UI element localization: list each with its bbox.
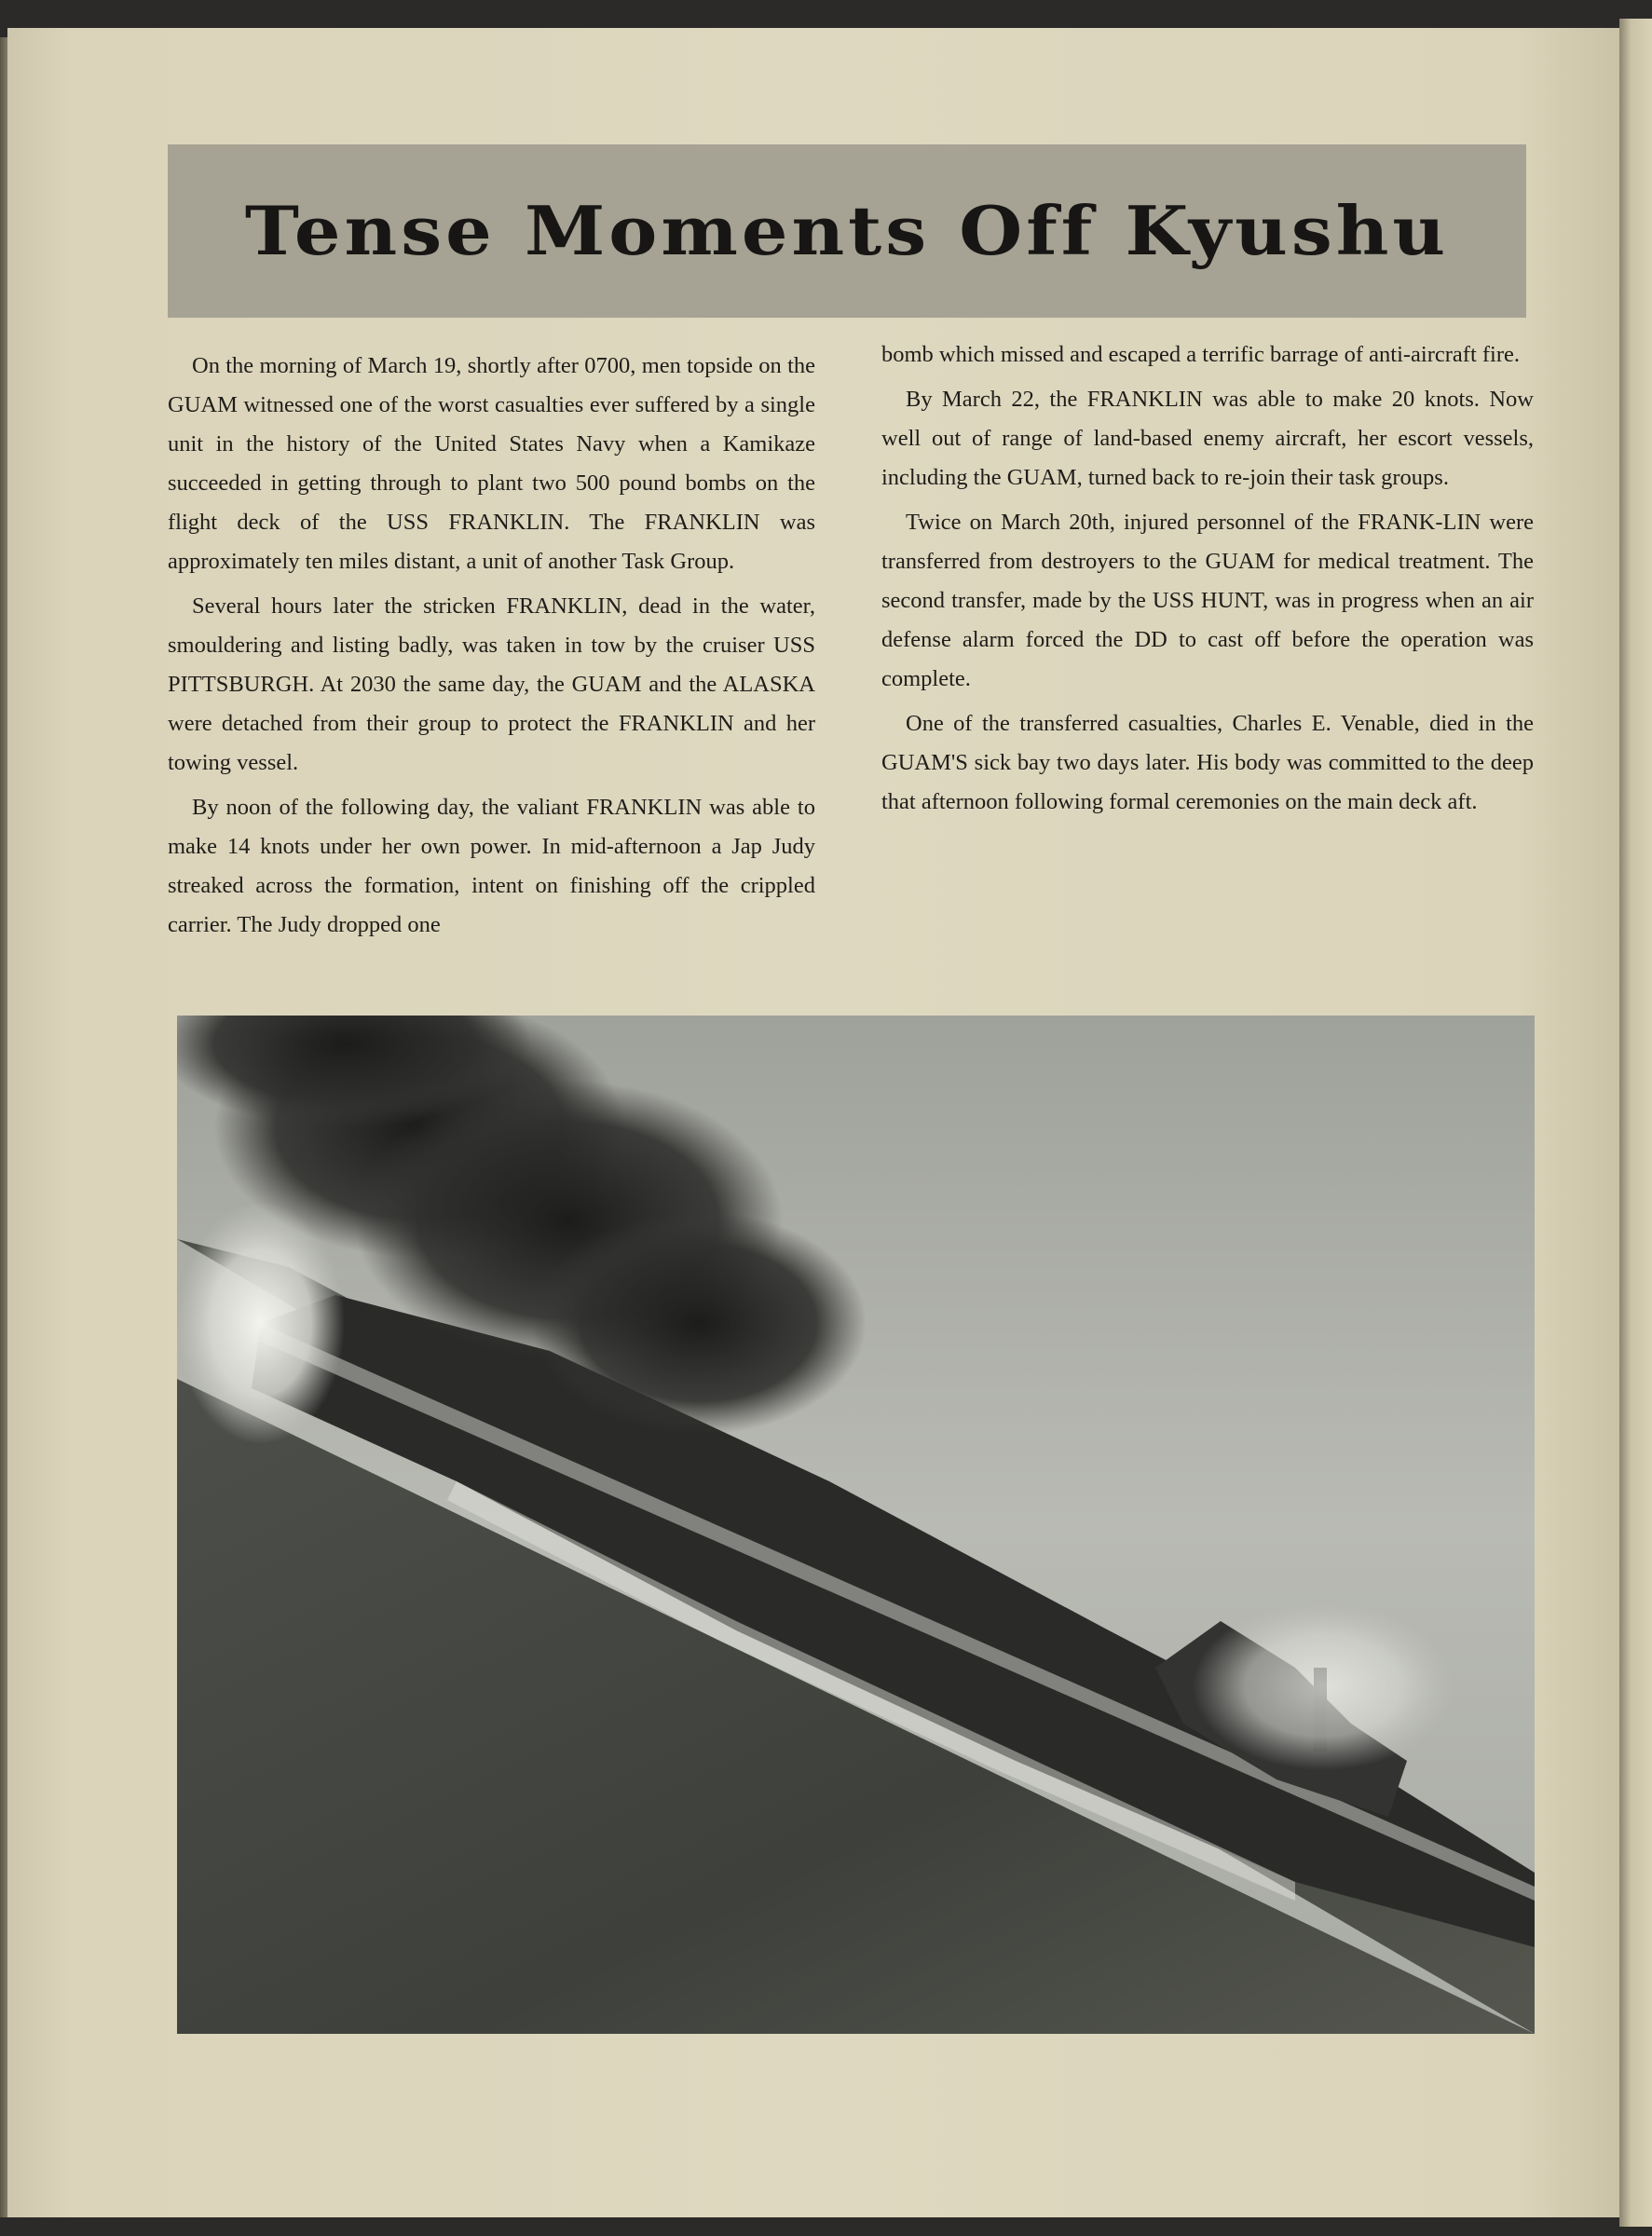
paragraph: Several hours later the stricken FRANKLIN, dead in the water, smouldering and listing badly, was taken in tow by the cruiser USS PITTSBURGH. At 2030 the same day, the GUAM and the ALASKA were detached from their group to protect the FRANKLIN and her towing vessel.	[168, 593, 815, 775]
left-column	[168, 347, 815, 950]
paragraph: One of the transferred casualties, Charles E. Venable, died in the GUAM'S sick bay two days later. His body was committed to the deep that afternoon following formal ceremonies on the main deck aft.	[881, 711, 1534, 814]
right-column	[881, 335, 1534, 827]
paragraph-continued: bomb which missed and escaped a terrific barrage of anti-aircraft fire.	[881, 342, 1520, 367]
article-title: Tense Moments Off Kyushu	[244, 192, 1450, 270]
next-page-edge	[1619, 19, 1652, 2227]
paragraph: Twice on March 20th, injured personnel of the FRANK-LIN were transferred from destroyers to the GUAM for medical treatment. The second transfer, made by the USS HUNT, was in progress when an air defense alarm forced the DD to cast off before the operation was complete.	[881, 510, 1534, 691]
paragraph: By March 22, the FRANKLIN was able to make 20 knots. Now well out of range of land-based enemy aircraft, her escort vessels, including the GUAM, turned back to re-join their task groups.	[881, 387, 1534, 490]
paragraph: By noon of the following day, the valiant FRANKLIN was able to make 14 knots under her own power. In mid-afternoon a Jap Judy streaked across the formation, intent on finishing off the crippled carrier. The Judy dropped one	[168, 795, 815, 937]
burning-carrier-photo	[177, 1016, 1535, 2034]
title-band	[168, 144, 1526, 318]
paragraph: On the morning of March 19, shortly after 0700, men topside on the GUAM witnessed one of the worst casualties ever suffered by a single unit in the history of the United States Navy when a Kamikaze succeeded in getting through to plant two 500 pound bombs on the flight deck of the USS FRANKLIN. The FRANKLIN was approximately ten miles distant, a unit of another Task Group.	[168, 353, 815, 574]
